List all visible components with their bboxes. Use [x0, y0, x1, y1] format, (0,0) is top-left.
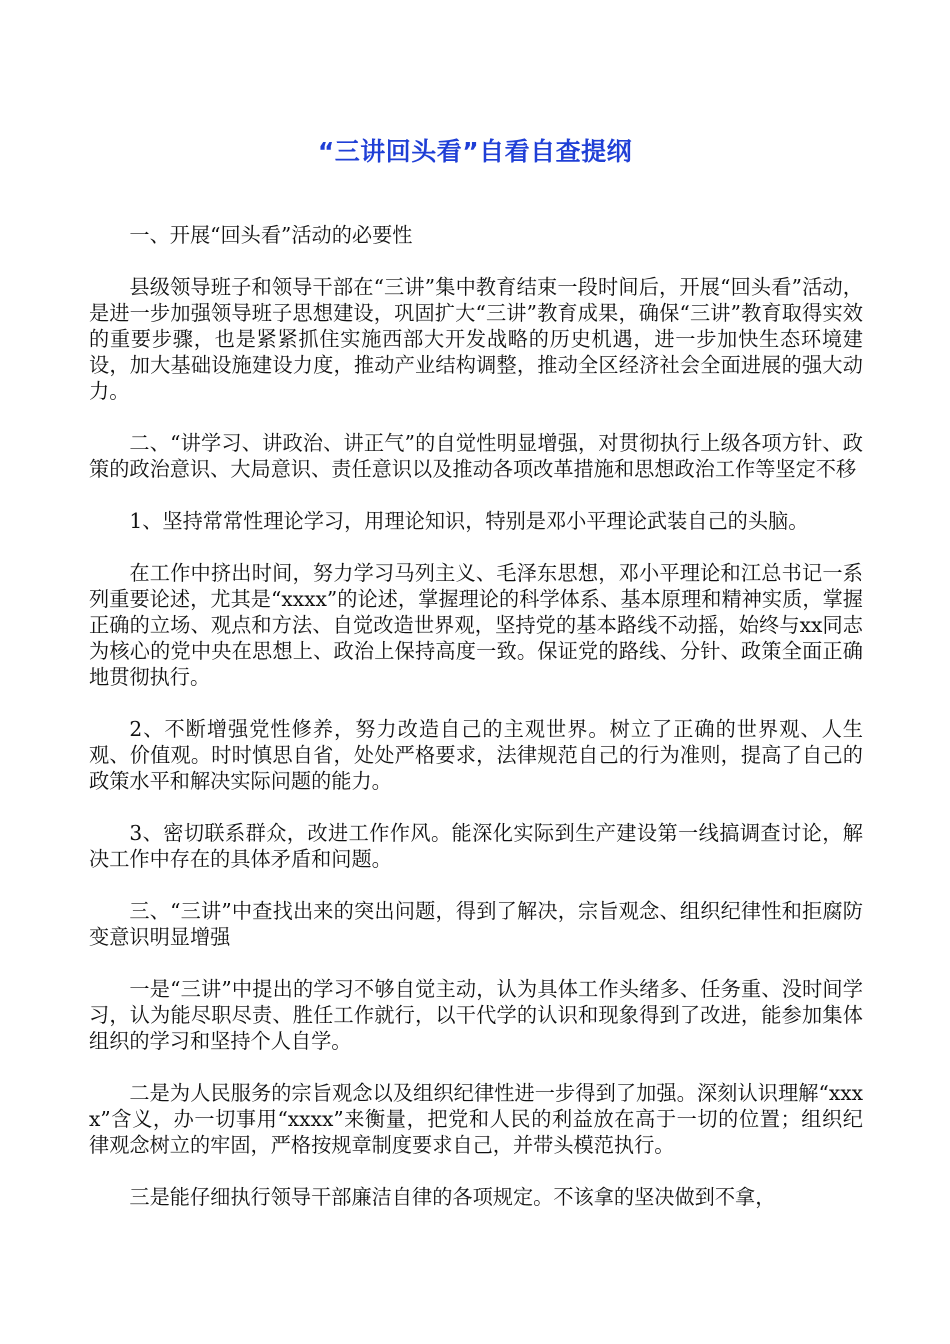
paragraph: 二是为人民服务的宗旨观念以及组织纪律性进一步得到了加强。深刻认识理解“xxxx”含义，办一切事用“xxxx”来衡量，把党和人民的利益放在高于一切的位置；组织纪律观念树立的牢固，严格按规章制度要求自己，并带头模范执行。 — [89, 1081, 863, 1157]
paragraph: 一是“三讲”中提出的学习不够自觉主动，认为具体工作头绪多、任务重、没时间学习，认为能尽职尽责、胜任工作就行，以干代学的认识和现象得到了改进，能参加集体组织的学习和坚持个人自学。 — [89, 977, 863, 1053]
paragraph: 3、密切联系群众，改进工作作风。能深化实际到生产建设第一线搞调查讨论，解决工作中存在的具体矛盾和问题。 — [89, 821, 863, 871]
document-title: “三讲回头看”自看自查提纲 — [317, 137, 633, 166]
paragraph: 1、坚持常常性理论学习，用理论知识，特别是邓小平理论武装自己的头脑。 — [129, 509, 809, 533]
section-heading-2: 二、“讲学习、讲政治、讲正气”的自觉性明显增强，对贯彻执行上级各项方针、政策的政治意识、大局意识、责任意识以及推动各项改革措施和思想政治工作等坚定不移 — [89, 431, 863, 481]
document-body — [89, 222, 863, 1236]
paragraph: 三是能仔细执行领导干部廉洁自律的各项规定。不该拿的坚决做到不拿， — [129, 1185, 776, 1209]
paragraph: 县级领导班子和领导干部在“三讲”集中教育结束一段时间后，开展“回头看”活动，是进一步加强领导班子思想建设，巩固扩大“三讲”教育成果，确保“三讲”教育取得实效的重要步骤，也是紧紧抓住实施西部大开发战略的历史机遇，进一步加快生态环境建设，加大基础设施建设力度，推动产业结构调整，推动全区经济社会全面进展的强大动力。 — [89, 275, 863, 403]
section-heading-3: 三、“三讲”中查找出来的突出问题，得到了解决，宗旨观念、组织纪律性和拒腐防变意识明显增强 — [89, 899, 863, 949]
paragraph: 在工作中挤出时间，努力学习马列主义、毛泽东思想，邓小平理论和江总书记一系列重要论述，尤其是“xxxx”的论述，掌握理论的科学体系、基本原理和精神实质，掌握正确的立场、观点和方法、自觉改造世界观，坚持党的基本路线不动摇，始终与xx同志为核心的党中央在思想上、政治上保持高度一致。保证党的路线、分针、政策全面正确地贯彻执行。 — [89, 561, 863, 689]
section-heading-1: 一、开展“回头看”活动的必要性 — [129, 223, 413, 247]
paragraph: 2、不断增强党性修养，努力改造自己的主观世界。树立了正确的世界观、人生观、价值观。时时慎思自省，处处严格要求，法律规范自己的行为准则，提高了自己的政策水平和解决实际问题的能力。 — [89, 717, 863, 793]
